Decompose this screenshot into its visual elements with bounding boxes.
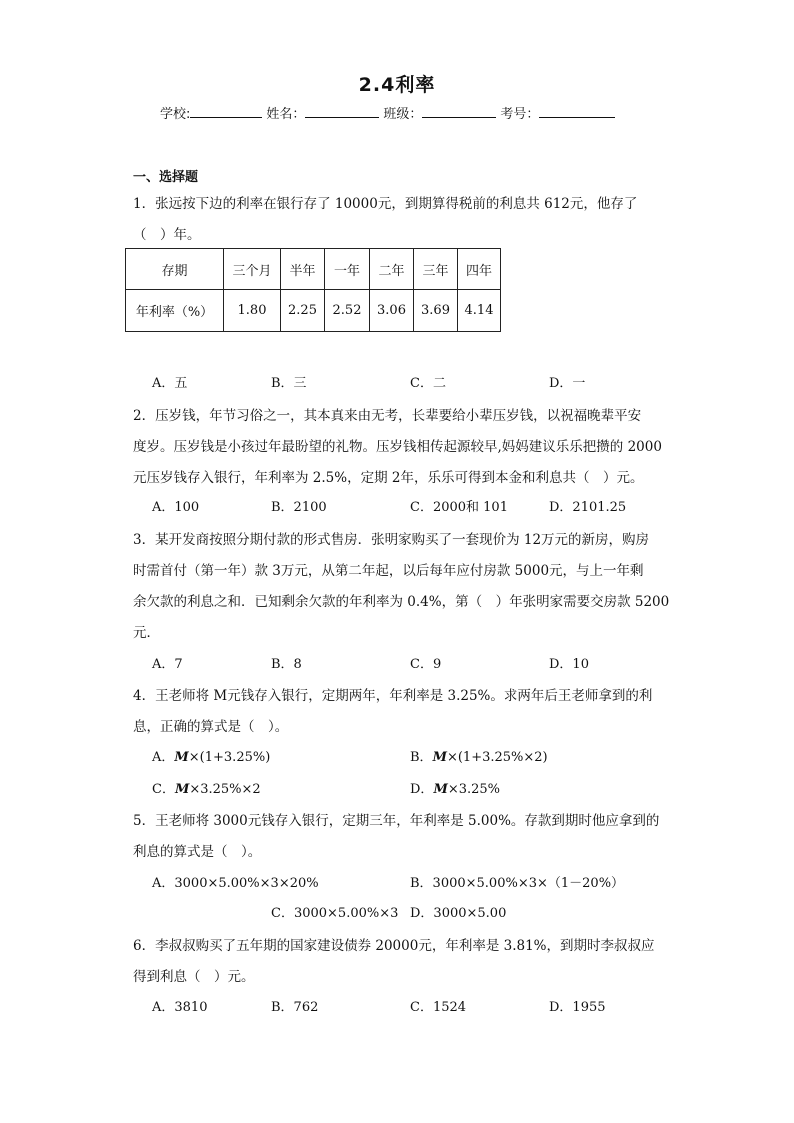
q4-option-c[interactable] — [152, 778, 261, 797]
option-expression: ×3.25%×2 — [189, 782, 261, 797]
q1-option-d[interactable]: D．一 — [549, 376, 586, 391]
q1-line2: （ ）年。 — [133, 227, 201, 243]
q1-option-b[interactable]: B．三 — [271, 376, 307, 391]
table-cell: 一年 — [325, 249, 370, 290]
option-expression: ×(1+3.25%) — [188, 750, 271, 765]
q6-option-a[interactable]: A．3810 — [152, 1000, 208, 1015]
table-cell: 半年 — [281, 249, 325, 290]
q3-line1: 3．某开发商按照分期付款的形式售房．张明家购买了一套现价为 12万元的新房，购房 — [133, 532, 650, 548]
number-blank[interactable] — [539, 103, 615, 118]
school-blank[interactable] — [190, 103, 262, 118]
q1-option-c[interactable]: C．二 — [410, 376, 446, 391]
q4-line1: 4．王老师将 M元钱存入银行，定期两年，年利率是 3.25%。求两年后王老师拿到的利 — [133, 688, 653, 704]
table-cell: 2.52 — [325, 290, 370, 332]
variable-m: M — [174, 782, 190, 797]
q5-line1: 5．王老师将 3000元钱存入银行，定期三年，年利率是 5.00%。存款到期时他应拿到的 — [133, 813, 660, 829]
q3-line3: 余欠款的利息之和．已知剩余欠款的年利率为 0.4%，第（ ）年张明家需要交房款 5200 — [133, 594, 670, 610]
table-cell: 三年 — [414, 249, 458, 290]
q5-line2: 利息的算式是（ ）。 — [133, 844, 262, 860]
q2-line1: 2．压岁钱，年节习俗之一，其本真来由无考，长辈要给小辈压岁钱，以祝福晚辈平安 — [133, 408, 642, 424]
q6-option-d[interactable]: D．1955 — [549, 1000, 606, 1015]
variable-m: M — [433, 782, 448, 797]
option-letter: A． — [152, 750, 175, 765]
q6-line2: 得到利息（ ）元。 — [133, 969, 255, 985]
table-cell: 2.25 — [281, 290, 325, 332]
class-blank[interactable] — [422, 103, 496, 118]
table-cell: 4.14 — [458, 290, 501, 332]
school-label: 学校: — [160, 107, 191, 122]
table-cell: 四年 — [458, 249, 501, 290]
table-cell: 三个月 — [224, 249, 281, 290]
table-cell: 存期 — [126, 249, 224, 290]
q6-line1: 6．李叔叔购买了五年期的国家建设债券 20000元，年利率是 3.81%，到期时李叔叔应 — [133, 938, 655, 954]
q5-option-c[interactable]: C．3000×5.00%×3 — [271, 906, 399, 921]
q2-option-c[interactable]: C．2000和 101 — [410, 500, 508, 515]
name-blank[interactable] — [305, 103, 379, 118]
q5-option-a[interactable]: A．3000×5.00%×3×20% — [152, 876, 319, 891]
student-info-line — [160, 103, 619, 122]
number-label: 考号： — [500, 107, 540, 122]
q4-line2: 息，正确的算式是（ ）。 — [133, 719, 289, 735]
q1-line1: 1．张远按下边的利率在银行存了 10000元，到期算得税前的利息共 612元，他存了 — [133, 196, 638, 212]
option-expression: ×3.25% — [447, 782, 501, 797]
table-header-row — [126, 249, 501, 290]
q2-option-b[interactable]: B．2100 — [271, 500, 327, 515]
q5-option-b[interactable]: B．3000×5.00%×3×（1－20%） — [410, 876, 625, 891]
q6-option-b[interactable]: B．762 — [271, 1000, 319, 1015]
name-label: 姓名： — [266, 107, 306, 122]
q4-option-d[interactable] — [410, 778, 500, 797]
option-letter: D． — [410, 782, 434, 797]
table-cell: 3.69 — [414, 290, 458, 332]
interest-rate-table — [125, 248, 501, 332]
section-title: 一、选择题 — [133, 170, 199, 185]
variable-m: M — [174, 750, 189, 765]
class-label: 班级： — [383, 107, 423, 122]
q3-line2: 时需首付（第一年）款 3万元，从第二年起，以后每年应付房款 5000元，与上一年剩 — [133, 563, 644, 579]
option-letter: B． — [410, 750, 433, 765]
table-cell: 年利率（%） — [126, 290, 224, 332]
table-row — [126, 290, 501, 332]
q3-line4: 元． — [133, 625, 160, 641]
table-cell: 二年 — [370, 249, 414, 290]
q3-option-c[interactable]: C．9 — [410, 657, 442, 672]
q2-option-d[interactable]: D．2101.25 — [549, 500, 627, 515]
variable-m: M — [432, 750, 447, 765]
q2-line3: 元压岁钱存入银行，年利率为 2.5%，定期 2年，乐乐可得到本金和利息共（ ）元。 — [133, 470, 644, 486]
table-cell: 1.80 — [224, 290, 281, 332]
page-title: 2.4利率 — [358, 74, 436, 96]
option-expression: ×(1+3.25%×2) — [446, 750, 548, 765]
q2-line2: 度岁。压岁钱是小孩过年最盼望的礼物。压岁钱相传起源较早,妈妈建议乐乐把攒的 2000 — [133, 439, 662, 455]
q4-option-b[interactable] — [410, 746, 548, 765]
option-letter: C． — [152, 782, 175, 797]
q2-option-a[interactable]: A．100 — [152, 500, 200, 515]
table-cell: 3.06 — [370, 290, 414, 332]
q4-option-a[interactable] — [152, 746, 270, 765]
q3-option-b[interactable]: B．8 — [271, 657, 302, 672]
q1-option-a[interactable]: A．五 — [152, 376, 188, 391]
q5-option-d[interactable]: D．3000×5.00 — [410, 906, 507, 921]
q3-option-a[interactable]: A．7 — [152, 657, 183, 672]
q6-option-c[interactable]: C．1524 — [410, 1000, 467, 1015]
q3-option-d[interactable]: D．10 — [549, 657, 589, 672]
